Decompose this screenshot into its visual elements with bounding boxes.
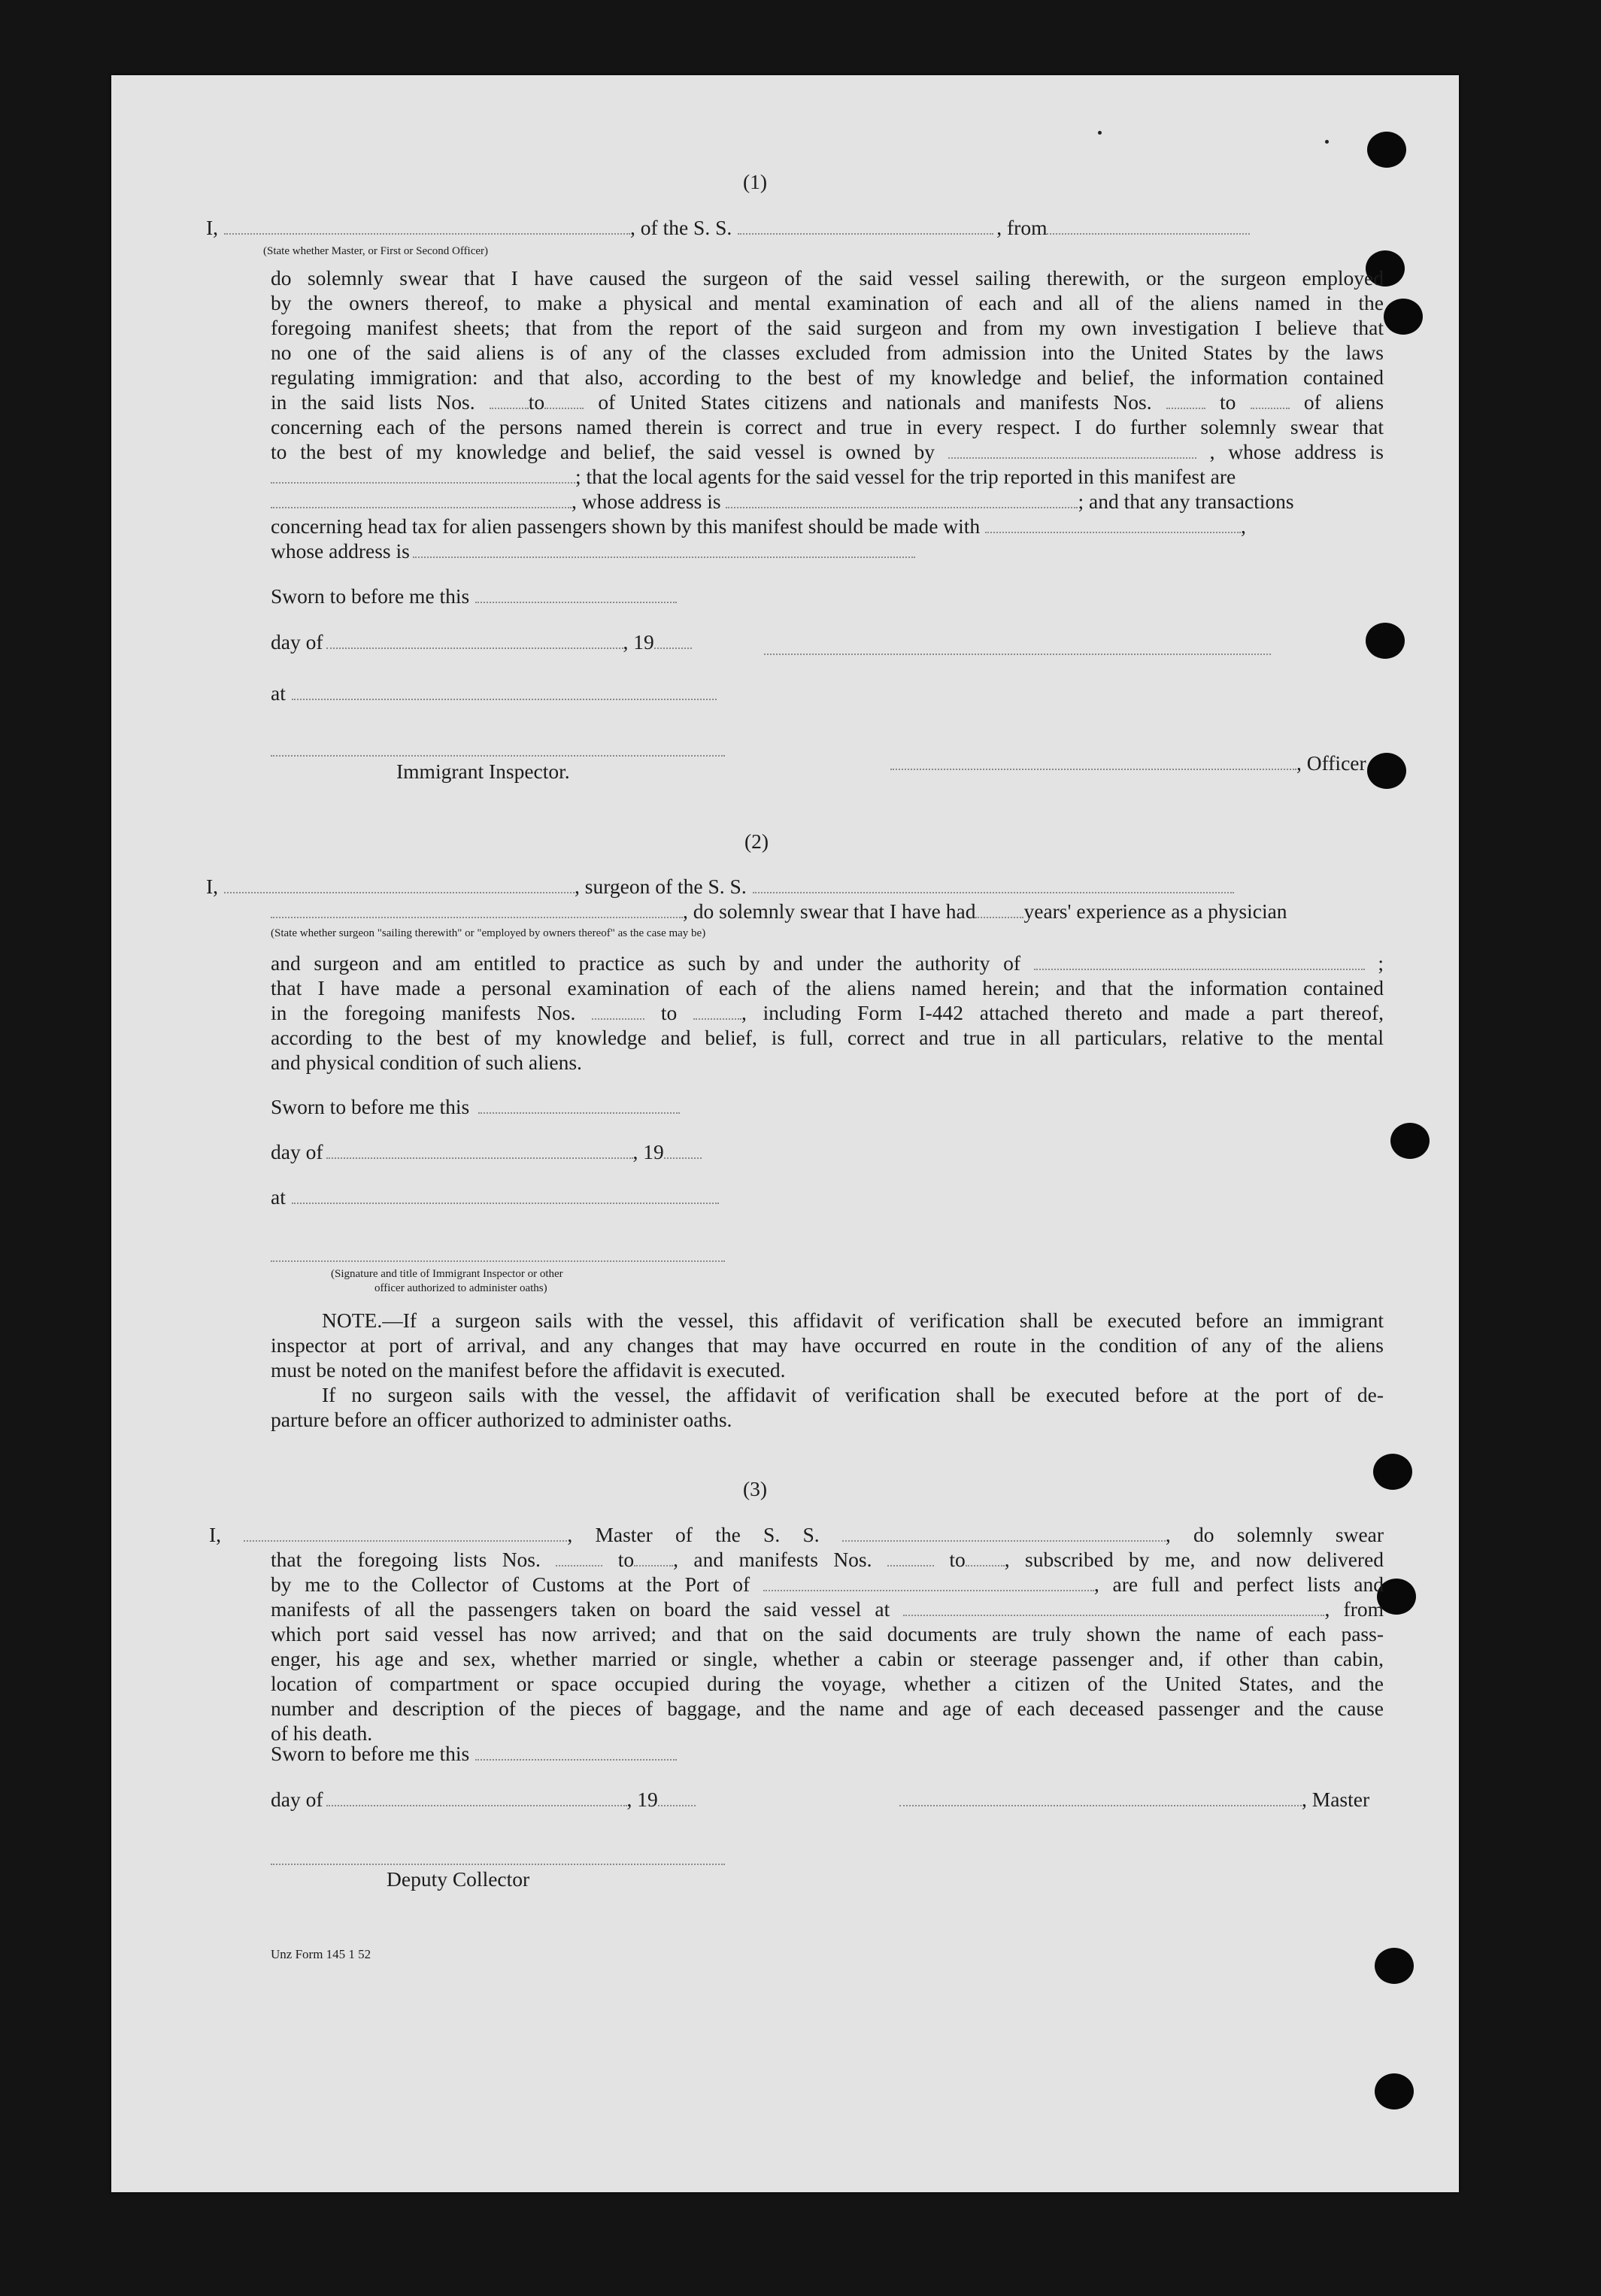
s3-master-label: , Master (899, 1787, 1369, 1812)
s1-at-blank[interactable] (292, 681, 717, 700)
s2-line-2: , do solemnly swear that I have had years' experience as a physician (271, 899, 1287, 924)
s1-agent-address-line: , whose address is ; and that any transactions (271, 489, 1294, 514)
s3-sworn-day-blank[interactable] (475, 1741, 677, 1761)
s2-sig-caption-2: officer authorized to administer oaths) (374, 1282, 547, 1294)
s3-day-of: day of , 19 (271, 1787, 696, 1812)
boarding-port-blank[interactable] (903, 1597, 1324, 1616)
s1-sworn-day-blank[interactable] (475, 584, 677, 603)
section-1-number: (1) (742, 170, 768, 193)
s2-manifest-to[interactable] (693, 1000, 741, 1020)
note-line: must be noted on the manifest before the affidavit is executed. (271, 1358, 786, 1382)
binder-hole (1373, 1454, 1412, 1490)
form-page (111, 75, 1459, 2192)
s1-line-1: I, , of the S. S. , from (206, 215, 1250, 240)
master-name-blank[interactable] (224, 215, 630, 235)
s1-whose-address-line: whose address is (271, 538, 915, 563)
s1-headtax-line: concerning head tax for alien passengers shown by this manifest should be made with , (271, 514, 1246, 538)
s1-para-line: do solemnly swear that I have caused the surgeon of the said vessel sailing therewith, or the surgeon employed (271, 266, 1384, 290)
binder-hole (1367, 753, 1406, 789)
s1-para-line: regulating immigration: and that also, according to the best of my knowledge and belief, the information contained (271, 365, 1384, 389)
s2-day-of: day of , 19 (271, 1139, 702, 1164)
s2-sworn: Sworn to before me this (271, 1094, 680, 1119)
owner-blank[interactable] (948, 439, 1196, 459)
s2-month-blank[interactable] (326, 1139, 633, 1159)
headtax-address-blank[interactable] (413, 538, 915, 558)
list-no-to[interactable] (544, 390, 584, 409)
s1-agents-line: ; that the local agents for the said vessel for the trip reported in this manifest are (271, 464, 1236, 489)
s2-at-blank[interactable] (292, 1184, 719, 1204)
s1-day-of: day of , 19 (271, 629, 692, 654)
s3-month-blank[interactable] (326, 1787, 627, 1806)
s3-ship-blank[interactable] (842, 1522, 1166, 1542)
s3-list-to[interactable] (634, 1547, 673, 1567)
s1-para-line: by the owners thereof, to make a physical and mental examination of each and all of the aliens named in the (271, 291, 1384, 314)
s1-para-line: no one of the said aliens is of any of the classes excluded from admission into the United States by the laws (271, 341, 1384, 364)
s2-ship-blank[interactable] (753, 874, 1234, 893)
section-2-number: (2) (744, 830, 769, 853)
s3-para-line: which port said vessel has now arrived; and that on the said documents are truly shown the name of each pass- (271, 1622, 1384, 1645)
s3-para-line: enger, his age and sex, whether married or single, whether a cabin or steerage passenger and, if other than cabin, (271, 1647, 1384, 1670)
form-id: Unz Form 145 1 52 (271, 1947, 371, 1961)
s3-line-4: manifests of all the passengers taken on board the said vessel at , from (271, 1597, 1384, 1621)
note-line: If no surgeon sails with the vessel, the affidavit of verification shall be executed before at the port of de- (322, 1383, 1384, 1406)
binder-hole (1366, 623, 1405, 659)
surgeon-type-blank[interactable] (271, 899, 683, 918)
s1-inspector-signature-line[interactable] (271, 755, 725, 757)
binder-hole (1384, 299, 1423, 335)
note-line: NOTE.—If a surgeon sails with the vessel, this affidavit of verification shall be executed before an immigrant (322, 1309, 1384, 1332)
s3-master-signature-blank[interactable] (899, 1787, 1302, 1806)
agent-address-blank[interactable] (726, 489, 1078, 508)
s3-line-3: by me to the Collector of Customs at the Port of , are full and perfect lists and (271, 1573, 1384, 1596)
s2-signature-line[interactable] (271, 1260, 725, 1262)
s1-officer-signature-line[interactable] (764, 654, 1271, 655)
section-3-number: (3) (742, 1477, 768, 1500)
s2-at: at (271, 1184, 719, 1209)
s1-year-blank[interactable] (654, 629, 692, 649)
s2-manifests-line: in the foregoing manifests Nos. to , including Form I-442 attached thereto and made a part thereof, (271, 1001, 1384, 1024)
s2-year-blank[interactable] (664, 1139, 702, 1159)
s3-manifest-to[interactable] (966, 1547, 1005, 1567)
s2-note: (State whether surgeon "sailing therewith" or "employed by owners thereof" as the case may be) (271, 927, 706, 939)
note-line: parture before an officer authorized to administer oaths. (271, 1408, 732, 1431)
manifest-no-from[interactable] (1166, 390, 1205, 409)
s3-line-1: I, , Master of the S. S. , do solemnly swear (209, 1523, 1384, 1546)
authority-blank[interactable] (1034, 951, 1365, 970)
headtax-blank[interactable] (985, 514, 1241, 533)
s1-note: (State whether Master, or First or Second Officer) (263, 245, 489, 257)
surgeon-name-blank[interactable] (224, 874, 575, 893)
s3-list-from[interactable] (556, 1547, 602, 1567)
agents-blank[interactable] (271, 489, 572, 508)
s2-line-1: I, , surgeon of the S. S. (206, 874, 1234, 899)
s3-para-line: of his death. (271, 1721, 373, 1745)
speck (1325, 140, 1329, 144)
s2-sworn-day-blank[interactable] (478, 1094, 680, 1114)
s3-year-blank[interactable] (658, 1787, 696, 1806)
binder-hole (1375, 2073, 1414, 2109)
s1-owner-line: to the best of my knowledge and belief, the said vessel is owned by , whose address is (271, 440, 1384, 463)
s1-sworn: Sworn to before me this (271, 584, 677, 608)
from-port-blank[interactable] (1047, 215, 1250, 235)
years-blank[interactable] (975, 899, 1023, 918)
s2-para-line: according to the best of my knowledge and belief, is full, correct and true in all particulars, relative to the mental (271, 1026, 1384, 1049)
s2-manifest-from[interactable] (592, 1000, 644, 1020)
s1-officer-blank[interactable] (890, 751, 1296, 770)
s3-master-name-blank[interactable] (244, 1522, 567, 1542)
s3-para-line: location of compartment or space occupied during the voyage, whether a citizen of the United States, and the (271, 1672, 1384, 1695)
s3-line-2: that the foregoing lists Nos. to , and manifests Nos. to , subscribed by me, and now delivered (271, 1548, 1384, 1571)
s2-authority-line: and surgeon and am entitled to practice as such by and under the authority of ; (271, 951, 1384, 975)
s1-lists-line: in the said lists Nos. to of United States citizens and nationals and manifests Nos. to of aliens (271, 390, 1384, 414)
binder-hole (1390, 1123, 1430, 1159)
binder-hole (1367, 132, 1406, 168)
s1-para-line: concerning each of the persons named therein is correct and true in every respect. I do further solemnly swear that (271, 415, 1384, 438)
s3-deputy-signature-line[interactable] (271, 1864, 725, 1865)
s1-month-blank[interactable] (326, 629, 623, 649)
s3-sworn: Sworn to before me this (271, 1741, 677, 1766)
s3-para-line: number and description of the pieces of baggage, and the name and age of each deceased passenger and the cause (271, 1697, 1384, 1720)
speck (1098, 131, 1102, 135)
s1-inspector-label: Immigrant Inspector. (396, 760, 570, 783)
manifest-no-to[interactable] (1251, 390, 1290, 409)
s1-para-line: foregoing manifest sheets; that from the report of the said surgeon and from my own investigation I believe that (271, 316, 1384, 339)
ship-name-blank[interactable] (738, 215, 993, 235)
s3-manifest-from[interactable] (887, 1547, 934, 1567)
binder-hole (1375, 1948, 1414, 1984)
owner-address-blank[interactable] (271, 464, 575, 484)
s2-para-line: that I have made a personal examination of each of the aliens named herein; and that the information contained (271, 976, 1384, 999)
s2-para-line: and physical condition of such aliens. (271, 1051, 582, 1074)
s1-officer-label: , Officer (890, 751, 1366, 775)
note-line: inspector at port of arrival, and any changes that may have occurred en route in the condition of any of the aliens (271, 1333, 1384, 1357)
port-blank[interactable] (763, 1572, 1094, 1591)
s1-at: at (271, 681, 717, 705)
s2-sig-caption-1: (Signature and title of Immigrant Inspector or other (331, 1268, 563, 1280)
list-no-from[interactable] (490, 390, 529, 409)
s3-deputy-label: Deputy Collector (387, 1867, 530, 1891)
